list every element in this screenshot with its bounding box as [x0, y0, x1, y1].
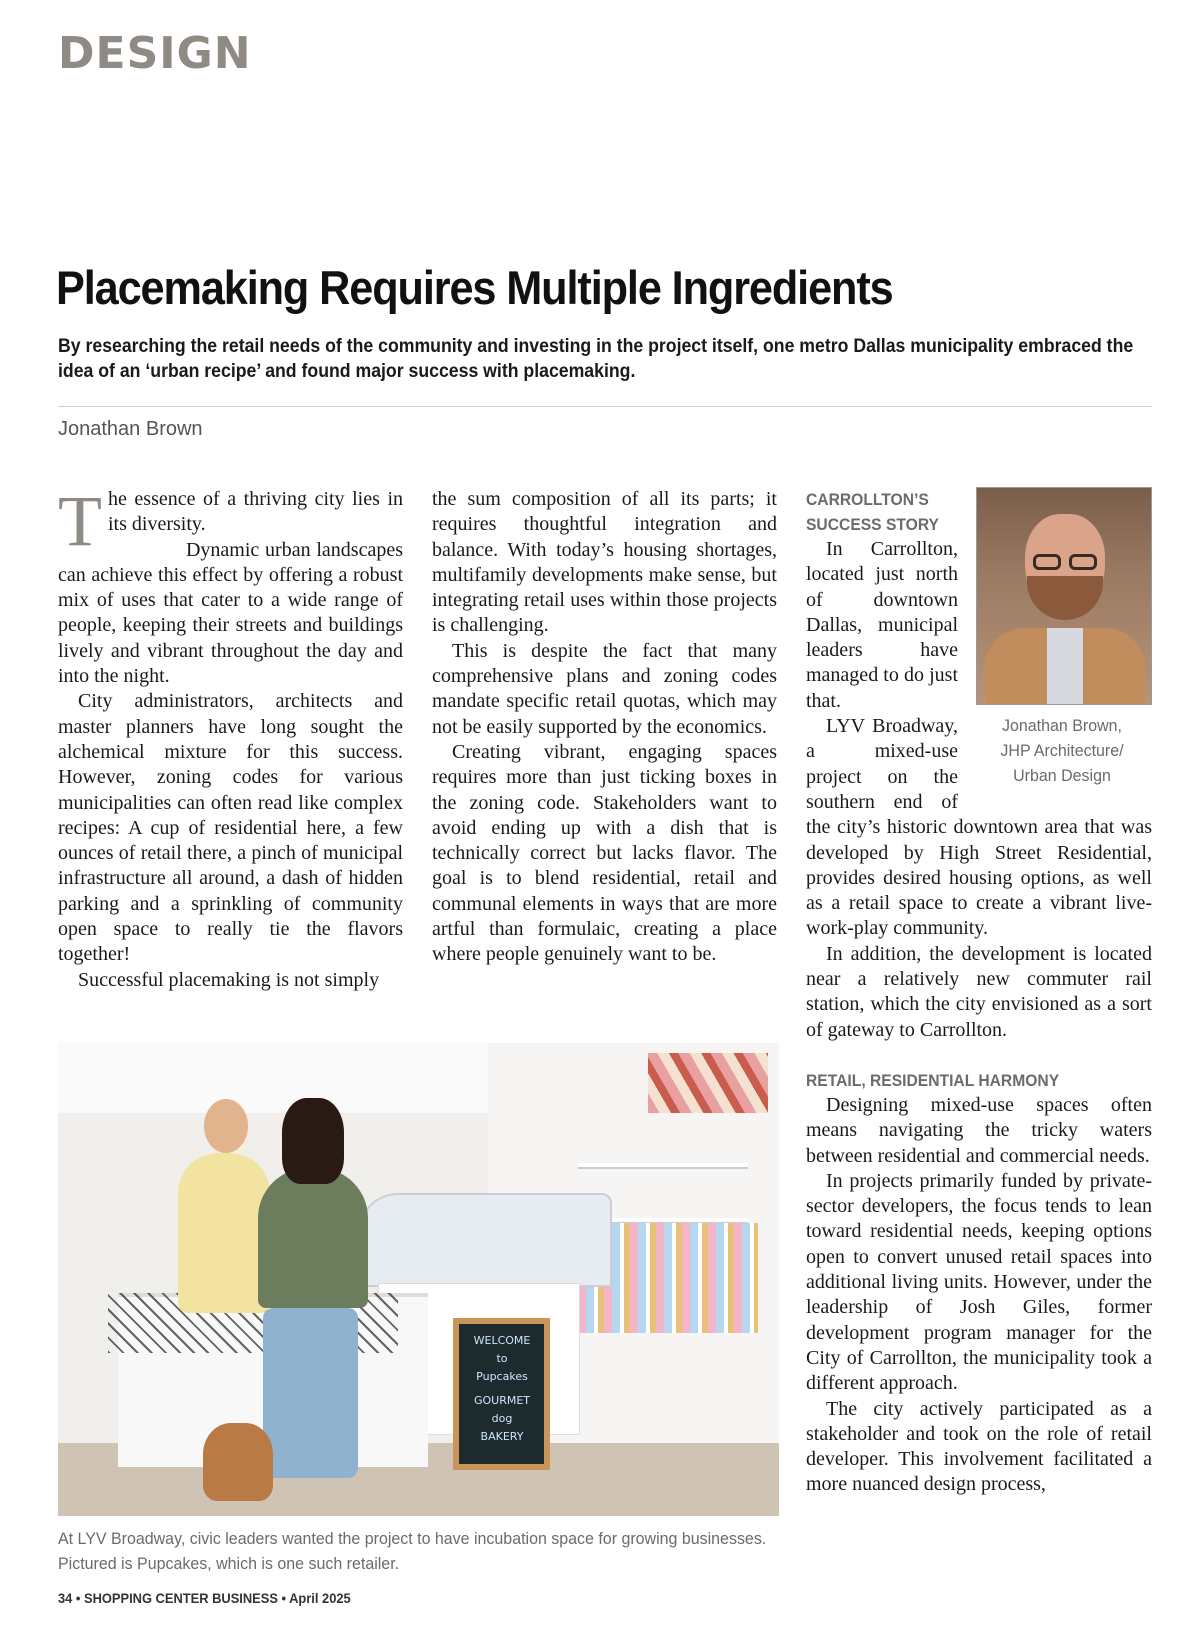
- header-divider: [58, 406, 1152, 407]
- paragraph: In Carrollton, located just north of downtown Dallas, municipal leaders have managed to do just that.: [806, 538, 958, 712]
- paragraph: LYV Broadway, a mixed-use project on the southern end of the city’s historic downtown area that was developed by High Street Residential, provides desired housing options, as well as a retail space to create a vibrant live-work-play community.: [806, 715, 1152, 940]
- photo-caption: At LYV Broadway, civic leaders wanted the project to have incubation space for growing businesses. Pictured is Pupcakes, which is one such retailer.: [58, 1529, 767, 1573]
- welcome-sign: WELCOME to Pupcakes GOURMET dog BAKERY: [453, 1318, 550, 1470]
- column-1: [58, 481, 403, 993]
- paragraph: [58, 481, 403, 561]
- column-2: [432, 487, 777, 968]
- paragraph-text: he essence of a thriving city lies in its diversity.: [107, 488, 403, 536]
- paragraph: the sum composition of all its parts; it requires thoughtful integration and balance. With today’s housing shortages, multifamily developments make sense, but integrating retail uses within those projects is challenging.: [432, 488, 777, 637]
- paragraph: The city actively participated as a stakeholder and took on the role of retail developer. This involvement facilitated a more nuanced design process,: [806, 1397, 1152, 1496]
- paragraph: Designing mixed-use spaces often means navigating the tricky waters between residential and commercial needs.: [806, 1093, 1152, 1167]
- article-headline: Placemaking Requires Multiple Ingredients: [56, 261, 893, 314]
- page-folio: 34 • SHOPPING CENTER BUSINESS • April 2025: [58, 1590, 351, 1606]
- byline: Jonathan Brown: [58, 418, 203, 440]
- article-deck: By researching the retail needs of the community and investing in the project itself, one metro Dallas municipality embraced the idea of an ‘urban recipe’ and found major success with placemaking.: [58, 336, 1134, 382]
- subhead: CARROLLTON’S: [806, 490, 929, 509]
- paragraph: Dynamic urban landscapes can achieve this effect by offering a robust mix of uses that cater to a wide range of people, keeping their streets and buildings lively and vibrant throughout the day and into the night.: [58, 538, 403, 688]
- subhead: SUCCESS STORY: [806, 515, 939, 534]
- author-photo-caption: Jonathan Brown, JHP Architecture/ Urban Design: [1000, 716, 1124, 785]
- paragraph: City administrators, architects and master planners have long sought the alchemical mixture for this success. However, zoning codes for various municipalities can often read like complex recipes: A cup of residential here, a few ounces of retail there, a pinch of municipal infrastructure all around, a dash of hidden parking and a sprinkling of community open space to really tie the flavors together!: [58, 690, 403, 966]
- paragraph: In addition, the development is located near a relatively new commuter rail station, which the city envisioned as a sort of gateway to Carrollton.: [806, 942, 1152, 1041]
- store-interior-photo: [58, 1043, 779, 1516]
- drop-cap: T: [58, 481, 102, 561]
- column-3: [806, 487, 1152, 1498]
- section-label: DESIGN: [58, 28, 252, 79]
- paragraph: Creating vibrant, engaging spaces requires more than just ticking boxes in the zoning code. Stakeholders want to avoid ending up with a dish that is technically correct but lacks flavor. The goal is to blend residential, retail and communal elements in ways that are more artful than formulaic, creating a place where people genuinely want to be.: [432, 740, 777, 966]
- paragraph: In projects primarily funded by private-sector developers, the focus tends to lean toward residential needs, keeping options open to convert unused retail spaces into additional living units. However, under the leadership of Josh Giles, former development program manager for the City of Carrollton, the municipality took a different approach.: [806, 1169, 1152, 1395]
- subhead: RETAIL, RESIDENTIAL HARMONY: [806, 1070, 1060, 1090]
- paragraph: This is despite the fact that many comprehensive plans and zoning codes mandate specific retail quotas, which may not be easily supported by the economics.: [432, 639, 777, 738]
- paragraph: Successful placemaking is not simply: [78, 968, 380, 991]
